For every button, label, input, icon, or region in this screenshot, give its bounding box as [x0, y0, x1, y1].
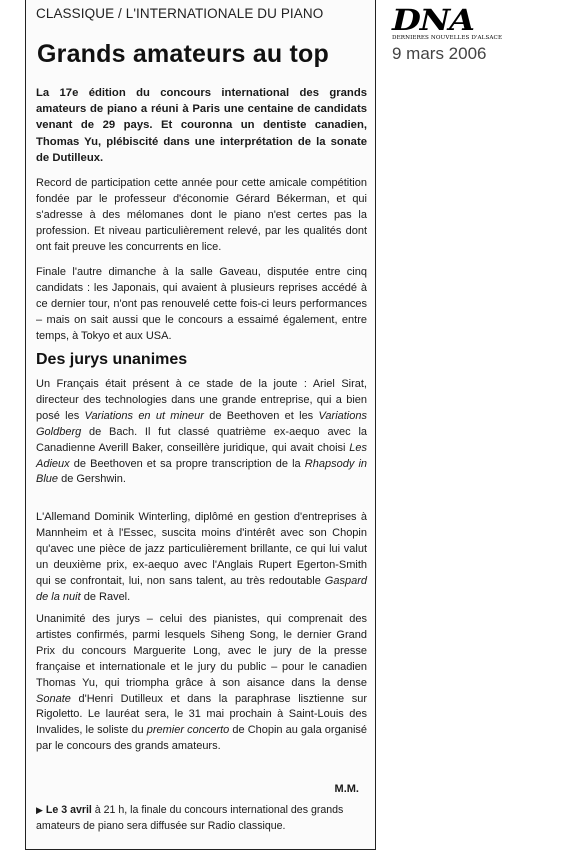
p5-text-1: Unanimité des jurys – celui des pianistes, qui comprenait des artistes confirmés, parmi lesquels Siheng Song, le dernier Grand Prix du concours Marguerite Long, avec le jury de la presse française et internationale et le jury du public – pour le canadien Thomas Yu, qui triompha grâce à son aisance dans la dense	[36, 613, 367, 689]
headline: Grands amateurs au top	[37, 40, 329, 68]
author-signature: M.M.	[334, 783, 359, 795]
p3-text-1: Un Français était présent à ce stade de la joute : Ariel Sirat, directeur des technologies dans une grande entreprise, qui a bien posé les	[36, 378, 367, 422]
paragraph-2: Finale l'autre dimanche à la salle Gaveau, disputée entre cinq candidats : les Japonais, qui avaient à plusieurs reprises accédé à ce dernier tour, n'ont pas renouvelé cette fois-ci leurs performances – mais on sait aussi que le concours a essaimé également, entre temps, à Tokyo et aux USA.	[36, 266, 367, 342]
dna-logo	[392, 3, 503, 41]
p3-text-3: de Bach. Il fut classé quatrième ex-aequo avec la Canadienne Averill Baker, conseillère juridique, qui avait choisi	[36, 425, 367, 454]
triangle-bullet-icon: ▶	[36, 805, 43, 815]
logo-mark: DNA	[392, 3, 474, 37]
p5-text-2: d'Henri Dutilleux et dans la paraphrase lisztienne sur Rigoletto. Le lauréat sera, le 31 mai prochain à Saint-Louis des Invalides, le soliste du	[36, 692, 367, 737]
paragraph-5	[36, 612, 367, 755]
newspaper-clipping	[25, 0, 376, 850]
p3-text-5: de Gershwin.	[58, 473, 126, 486]
p5-title-2: premier concerto	[146, 724, 230, 737]
paragraph-3	[36, 377, 367, 488]
logo-subtitle: DERNIERES NOUVELLES D'ALSACE	[392, 35, 503, 41]
p5-title-1: Sonate	[36, 692, 71, 705]
broadcast-date: Le 3 avril	[45, 804, 92, 816]
p4-text-2: de Ravel.	[80, 590, 131, 603]
publication-date: 9 mars 2006	[392, 44, 487, 63]
paragraph-4	[36, 510, 367, 605]
p4-title-1: Gaspard de la nuit	[36, 574, 367, 603]
p3-text-2: de Beethoven et les	[203, 409, 319, 422]
rubric: CLASSIQUE / L'INTERNATIONALE DU PIANO	[36, 6, 324, 21]
paragraph-1: Record de participation cette année pour cette amicale compétition fondée par le professeur d'économie Gérard Békerman, et qui s'adresse à des mélomanes dont le piano n'est certes pas la profession. Et niveau particulièrement relevé, par les qualités dont ont fait preuve les concurrents en lice.	[36, 177, 367, 253]
p5-text-3: de Chopin au gala organisé par le concours des grands amateurs.	[36, 724, 368, 753]
p3-title-3: Les Adieux	[36, 441, 367, 470]
broadcast-text: à 21 h, la finale du concours international des grands amateurs de piano sera diffusée sur Radio classique.	[36, 804, 344, 832]
p3-title-4: Rhapsody in Blue	[36, 457, 368, 486]
p3-text-4: de Beethoven et sa propre transcription de la	[69, 457, 305, 470]
p3-title-2: Variations Goldberg	[36, 409, 367, 438]
lead-paragraph: La 17e édition du concours international des grands amateurs de piano a réuni à Paris une centaine de candidats venant de 29 pays. Et couronna un dentiste canadien, Thomas Yu, plébiscité dans une interprétation de la sonate de Dutilleux.	[36, 87, 367, 164]
p4-text-1: L'Allemand Dominik Winterling, diplômé en gestion d'entreprises à Mannheim et à l'Essec, suscita moins d'intérêt avec son Chopin qu'avec une pièce de jazz particulièrement brillante, ce qui lui valut un deuxième prix, ex-aequo avec l'Anglais Rupert Egerton-Smith qui se confrontait, lui, non sans talent, au très redoutable	[36, 511, 367, 587]
broadcast-note	[36, 803, 367, 834]
p3-title-1: Variations en ut mineur	[84, 409, 204, 422]
subheading: Des jurys unanimes	[36, 351, 188, 368]
